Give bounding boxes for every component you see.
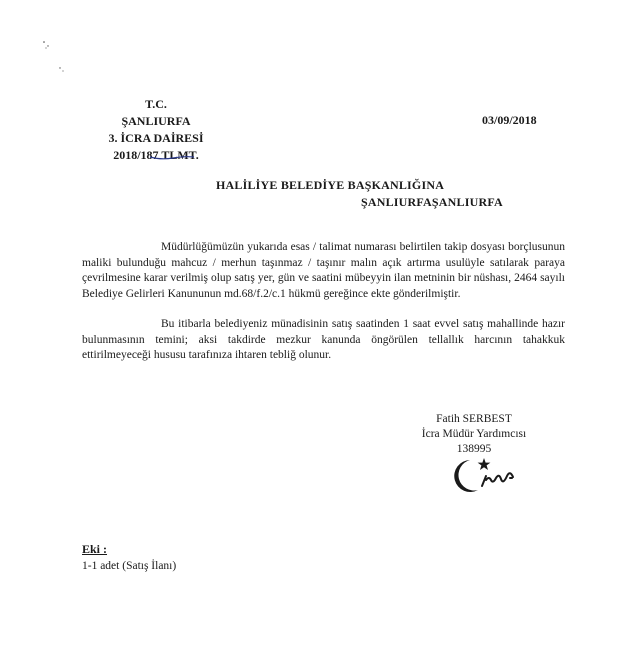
city-line: ŞANLIURFA (121, 114, 191, 128)
pen-underline-mark (149, 155, 195, 161)
office-line: 3. İCRA DAİRESİ (108, 131, 204, 145)
document-date: 03/09/2018 (482, 113, 537, 127)
signer-name: Fatih SERBEST (436, 413, 512, 425)
addressee-institution: HALİLİYE BELEDİYE BAŞKANLIĞINA (216, 178, 445, 192)
scan-artifact-marks (38, 38, 68, 78)
e-signature-stamp-icon (448, 456, 530, 496)
signer-id: 138995 (456, 443, 492, 455)
body-paragraph-2: Bu itibarla belediyeniz münadisinin satış saatinden 1 saat evvel satış mahallinde hazır bulunmasının temini; aksi takdirde mezkur kanunda öngörülen tellallık harcının tahakkuk ettirilmeyeceği hususu tarafınıza ihtaren tebliğ olunur. (82, 318, 565, 361)
file-number: 2018/187 TLMT. (113, 148, 199, 162)
addressee-city: ŞANLIURFAŞANLIURFA (361, 195, 503, 209)
body-paragraph-1: Müdürlüğümüzün yukarıda esas / talimat numarası belirtilen takip dosyası borçlusunun maliki bulunduğu mahcuz / merhun taşınmaz / taşınır malın açık artırma usulüyle satılarak paraya çevrilmesine karar verilmiş olup satış yer, gün ve saatini mübeyyin ilan metninin bir nüshası, 2464 sayılı Belediye Gelirleri Kanununun md.68/f.2/c.1 hükmü gereğince ekte gönderilmiştir. (82, 241, 565, 300)
country-line: T.C. (145, 97, 167, 111)
signer-title: İcra Müdür Yardımcısı (421, 428, 527, 440)
signature-block (414, 412, 534, 457)
attachments-label: Eki : (82, 542, 108, 556)
issuer-header (96, 96, 216, 164)
attachment-item: 1-1 adet (Satış İlanı) (82, 560, 177, 572)
